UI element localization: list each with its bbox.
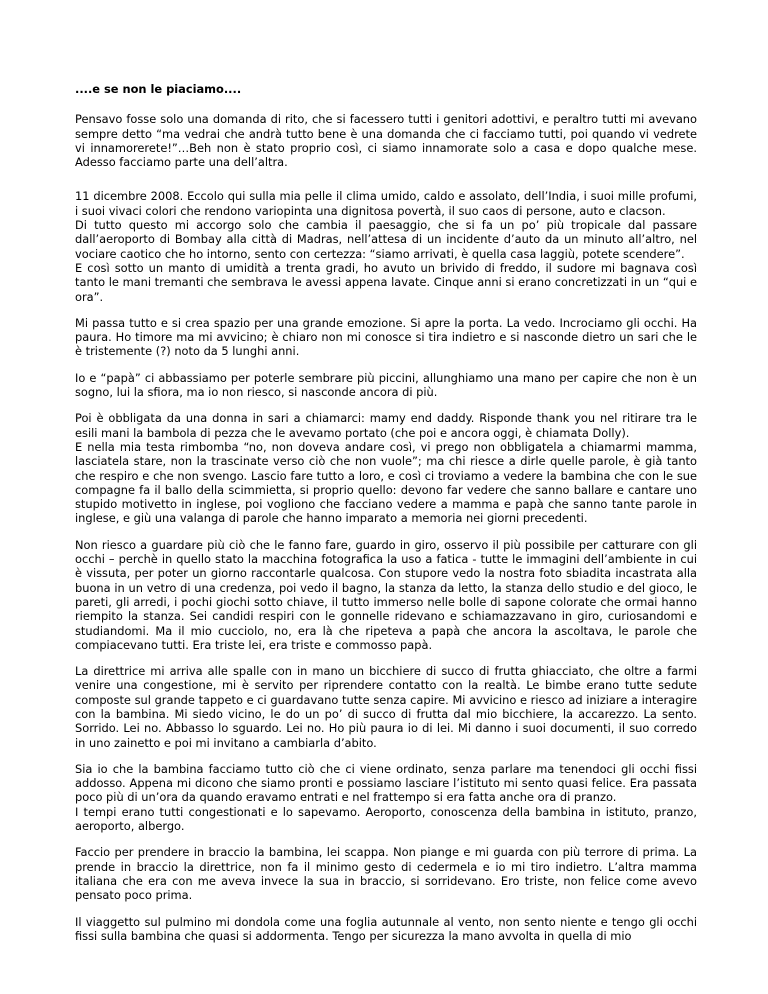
paragraph-line: Poi è obbligata da una donna in sari a chiamarci: mamy end daddy. Risponde thank you nel ritirare tra le esili mani la bambola di pezza che le avevamo portato (che poi e ancora oggi, è chiamata Dolly).: [75, 411, 697, 440]
paragraph-line: La direttrice mi arriva alle spalle con in mano un bicchiere di succo di frutta ghiacciato, che oltre a farmi venire una congestione, mi è servito per riprendere contatto con la realtà. Le bimbe erano tutte sedute composte sul grande tappeto e ci guardavano tutte senza capire. Mi avvicino e riesco ad iniziare a interagire con la bambina. Mi siedo vicino, le do un po’ di succo di frutta dal mio bicchiere, la accarezzo. La sento. Sorrido. Lei no. Abbasso lo sguardo. Lei no. Ho più paura io di lei. Mi danno i suoi documenti, il suo corredo in uno zainetto e poi mi invitano a cambiarla d’abito.: [75, 664, 697, 750]
paragraph-line: Non riesco a guardare più ciò che le fanno fare, guardo in giro, osservo il più possibile per catturare con gli occhi – perchè in quello stato la macchina fotografica la uso a fatica - tutte le immagini dell’ambiente in cui è vissuta, per poter un giorno raccontarle qualcosa. Con stupore vedo la nostra foto sbiadita incastrata alla buona in un vetro di una credenza, poi vedo il bagno, la stanza da letto, la stanza dello studio e del gioco, le pareti, gli arredi, i pochi giochi sotto chiave, il tutto immerso nelle bolle di sapone colorate che ormai hanno riempito la stanza. Sei candidi respiri con le gonnelle ridevano e schiamazzavano in giro, curiosandomi e studiandomi. Ma il mio cucciolo, no, era là che ripeteva a papà che ancora la ascoltava, le parole che compiacevano tutti. Era triste lei, era triste e commosso papà.: [75, 537, 697, 652]
paragraph-line: Il viaggetto sul pulmino mi dondola come una foglia autunnale al vento, non sento niente e tengo gli occhi fissi sulla bambina che quasi si addormenta. Tengo per sicurezza la mano avvolta in quella di mio: [75, 914, 697, 943]
paragraph-line: Pensavo fosse solo una domanda di rito, che si facessero tutti i genitori adottivi, e peraltro tutti mi avevano sempre detto “ma vedrai che andrà tutto bene è una domanda che ci facciamo tutti, poi quando vi vedrete vi innamorerete!”…Beh non è stato proprio così, ci siamo innamorate solo a casa e dopo qualche mese. Adesso facciamo parte una dell’altra.: [75, 112, 697, 170]
paragraph-9: [75, 845, 697, 902]
paragraph-3: [75, 316, 697, 359]
paragraph-6: [75, 538, 697, 652]
paragraph-line: E così sotto un manto di umidità a trenta gradi, ho avuto un brivido di freddo, il sudore mi bagnava così tanto le mani tremanti che sembrava le avessi appena lavate. Cinque anni si erano concretizzati in un “qui e ora”.: [75, 260, 697, 304]
paragraph-4: [75, 371, 697, 400]
paragraph-line: E nella mia testa rimbomba “no, non doveva andare così, vi prego non obbligatela a chiamarmi mamma, lasciatela stare, non la trascinate verso ciò che non vuole”; ma chi riesce a dirle quelle parole, è già tanto che respiro e che non svengo. Lascio fare tutto a loro, e così ci troviamo a vedere la bambina che con le sue compagne fa il ballo della scimmietta, si proprio quello: devono far vedere che sanno ballare e cantare uno stupido motivetto in inglese, poi vogliono che facciano vedere a mamma e papà che sanno tante parole in inglese, e giù una valanga di parole che hanno imparato a memoria nei giorni precedenti.: [75, 439, 697, 526]
document-title: ....e se non le piaciamo....: [75, 82, 242, 96]
document-body: [75, 82, 697, 955]
paragraph-line: Io e “papà” ci abbassiamo per poterle sembrare più piccini, allunghiamo una mano per capire che non è un sogno, lui la sfiora, ma io non riesco, si nasconde ancora di più.: [75, 370, 697, 400]
paragraph-2: [75, 189, 697, 303]
paragraph-line: I tempi erano tutti congestionati e lo sapevamo. Aeroporto, conoscenza della bambina in istituto, pranzo, aeroporto, albergo.: [75, 804, 697, 834]
paragraph-line: 11 dicembre 2008. Eccolo qui sulla mia pelle il clima umido, caldo e assolato, dell’India, i suoi mille profumi, i suoi vivaci colori che rendono variopinta una dignitosa povertà, il suo caos di persone, auto e clacson.: [75, 189, 697, 218]
paragraph-10: [75, 915, 697, 944]
paragraph-line: Faccio per prendere in braccio la bambina, lei scappa. Non piange e mi guarda con più terrore di prima. La prende in braccio la direttrice, non fa il minimo gesto di cedermela e io mi tiro indietro. L’altra mamma italiana che era con me aveva invece la sua in braccio, si sorridevano. Ero triste, non felice come avevo pensato poco prima.: [75, 845, 697, 903]
paragraph-line: Sia io che la bambina facciamo tutto ciò che ci viene ordinato, senza parlare ma tenendoci gli occhi fissi addosso. Appena mi dicono che siamo pronti e possiamo lasciare l’istituto mi sento quasi felice. Era passata poco più di un’ora da quando eravamo entrati e nel frattempo si era fatta anche ora di pranzo.: [75, 761, 697, 805]
paragraph-5: [75, 411, 697, 525]
paragraph-line: Mi passa tutto e si crea spazio per una grande emozione. Si apre la porta. La vedo. Incrociamo gli occhi. Ha paura. Ho timore ma mi avvicino; è chiaro non mi conosce si tira indietro e si nasconde dietro un sari che le è tristemente (?) noto da 5 lunghi anni.: [75, 315, 697, 359]
paragraph-7: [75, 664, 697, 750]
paragraph-1: [75, 112, 697, 169]
paragraph-line: Di tutto questo mi accorgo solo che cambia il paesaggio, che si fa un po’ più tropicale dal passare dall’aeroporto di Bombay alla città di Madras, nell’attesa di un incidente d’auto da un minuto all’altro, nel vociare caotico che ho intorno, sento con certezza: “siamo arrivati, è quella casa laggiù, potete scendere”.: [75, 218, 697, 261]
paragraph-8: [75, 762, 697, 833]
